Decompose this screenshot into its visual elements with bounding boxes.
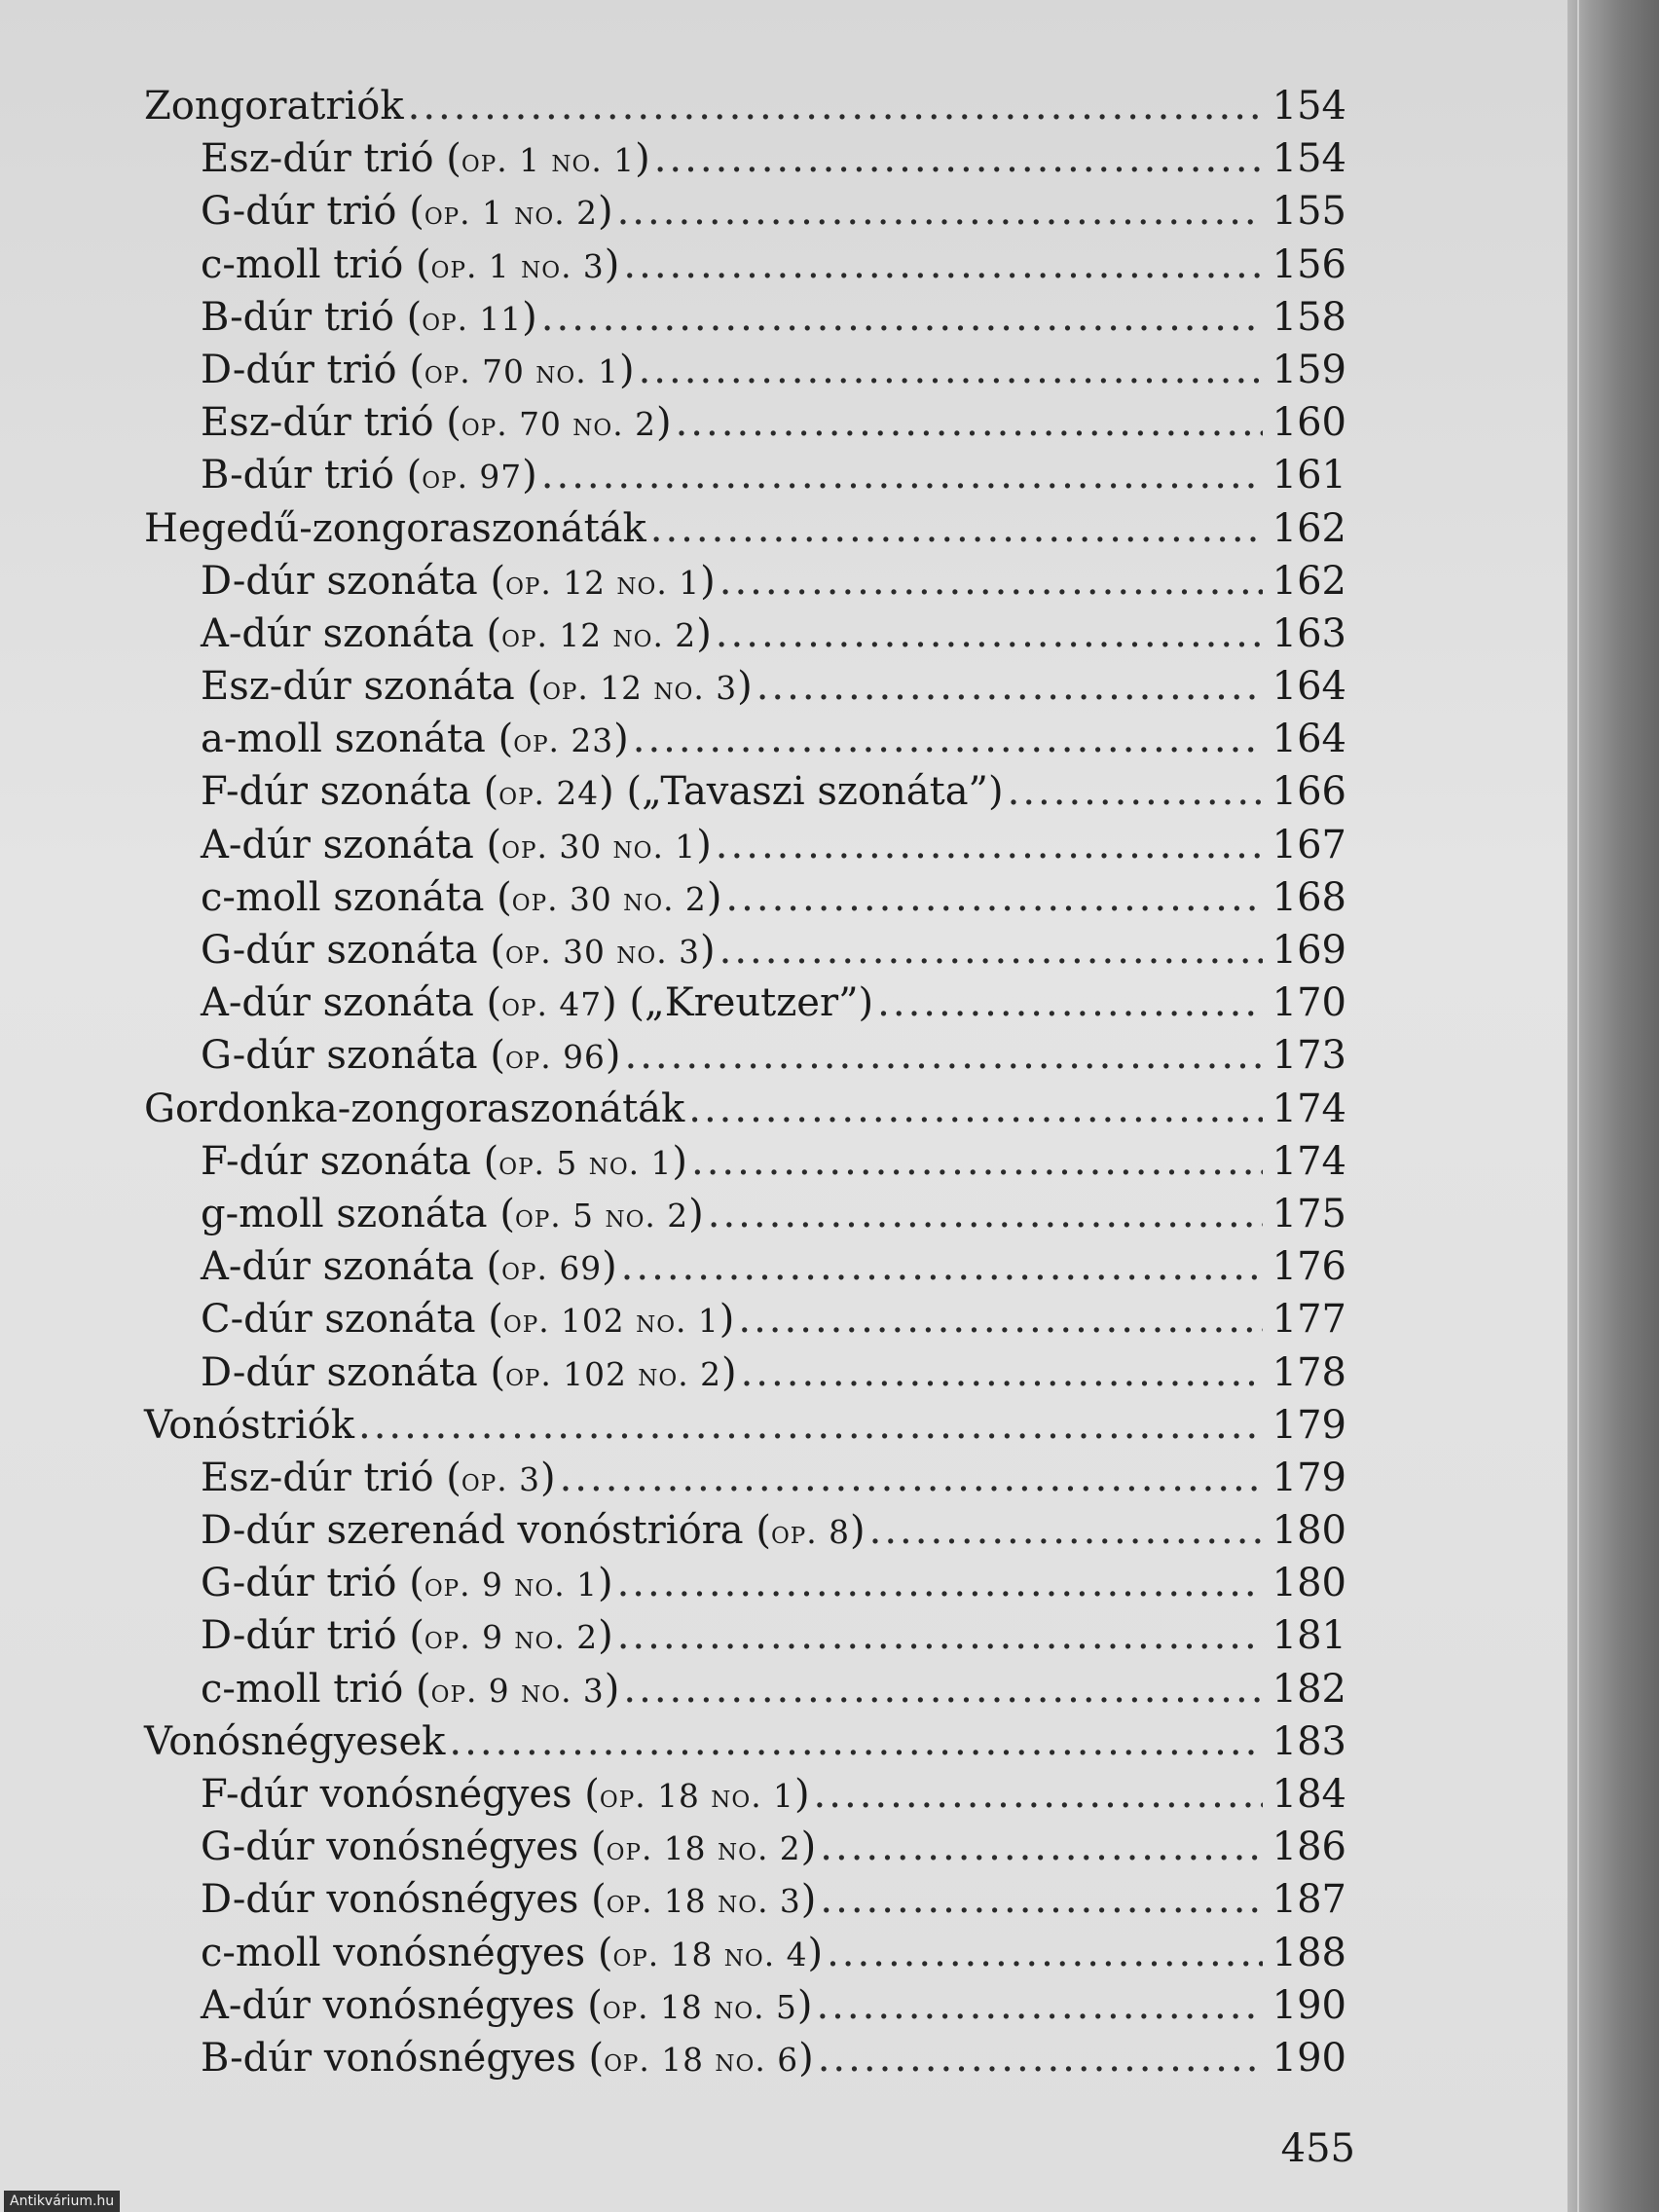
toc-leader-dots [827,1927,1263,1979]
toc-leader-dots [716,608,1263,660]
toc-leader-dots [650,502,1263,555]
toc-title-tail: ) [522,294,537,340]
toc-entry-title [201,2032,814,2086]
toc-entry [144,819,1346,871]
toc-entry [144,132,1346,185]
toc-entry [144,239,1346,291]
toc-title-tail: ) [719,1297,735,1343]
toc-leader-dots [633,713,1263,765]
toc-page-number: 179 [1272,1402,1346,1448]
toc-opus: op. 9 no. 2 [424,1619,599,1657]
toc-entry [144,1029,1346,1082]
toc-opus: op. 9 no. 3 [430,1672,605,1710]
toc-opus: op. 18 no. 3 [606,1883,801,1921]
toc-leader-dots [541,291,1263,344]
toc-section [144,80,1346,132]
toc-opus: op. 69 [501,1250,603,1288]
toc-leader-dots [741,1346,1263,1399]
toc-opus: op. 12 no. 3 [542,670,738,708]
toc-title-tail: ) („Kreutzer”) [602,980,874,1026]
toc-entry [144,977,1346,1029]
table-of-contents [144,80,1346,2084]
toc-entry-title [201,660,753,715]
toc-entry [144,1557,1346,1609]
toc-entry [144,555,1346,608]
toc-opus: op. 30 no. 2 [511,880,707,918]
toc-title-tail: ) [604,241,620,287]
toc-title-tail: ) [800,1825,817,1870]
toc-title-text: Hegedű-zongoraszonáták [144,505,646,551]
toc-title-tail: ) [706,874,722,920]
toc-title-tail: ) [688,1191,704,1236]
toc-title-tail: ) [602,1244,617,1290]
toc-leader-dots [756,660,1263,713]
toc-title-tail: ) [605,1033,621,1079]
toc-title-tail: ) [604,1666,620,1712]
toc-entry [144,449,1346,501]
toc-page-number: 180 [1272,1561,1346,1606]
toc-entry-title [201,291,537,346]
toc-section [144,1399,1346,1452]
toc-page-number: 179 [1272,1455,1346,1500]
toc-title-tail: ) [800,1877,817,1923]
toc-title-text: G-dúr szonáta ( [201,928,505,973]
toc-opus: op. 102 no. 2 [505,1355,721,1393]
toc-leader-dots [869,1504,1263,1557]
toc-title-text: c-moll szonáta ( [201,874,512,920]
toc-leader-dots [541,449,1263,501]
toc-title-tail: ) [655,400,672,446]
toc-entry-title [144,1715,445,1768]
toc-opus: op. 70 no. 2 [461,406,656,444]
toc-entry [144,660,1346,713]
toc-page-number: 164 [1272,717,1346,762]
toc-title-text: c-moll trió ( [201,241,431,287]
toc-page-number: 178 [1272,1349,1346,1395]
toc-entry [144,1979,1346,2032]
toc-page-number: 154 [1272,84,1346,129]
toc-entry-title [201,1609,613,1664]
toc-entry-title [201,555,716,609]
toc-entry-title [201,344,635,398]
toc-opus: op. 3 [461,1460,540,1498]
toc-page-number: 154 [1272,136,1346,182]
toc-leader-dots [688,1083,1263,1135]
toc-title-tail: ) [737,664,753,710]
toc-leader-dots [676,396,1263,449]
toc-title-tail: ) [539,1455,556,1500]
toc-title-text: Esz-dúr szonáta ( [201,664,543,710]
toc-opus: op. 97 [422,459,523,497]
toc-page-number: 181 [1272,1613,1346,1659]
toc-entry-title [201,449,537,503]
toc-title-tail: ) [720,1349,737,1395]
toc-leader-dots [408,80,1263,132]
toc-title-text: Gordonka-zongoraszonáták [144,1086,685,1131]
toc-title-text: F-dúr vonósnégyes ( [201,1772,600,1817]
toc-page-number: 163 [1272,610,1346,656]
toc-section [144,1715,1346,1768]
toc-title-tail: ) [807,1930,824,1975]
toc-entry [144,1663,1346,1715]
toc-page-number: 167 [1272,822,1346,867]
toc-title-text: A-dúr szonáta ( [201,822,502,867]
toc-leader-dots [623,1663,1263,1715]
toc-entry [144,291,1346,344]
toc-entry [144,1873,1346,1926]
toc-page-number: 190 [1272,2035,1346,2081]
toc-leader-dots [691,1135,1263,1188]
toc-title-tail: ) [635,136,650,182]
toc-opus: op. 18 no. 6 [604,2041,799,2079]
toc-page-number: 187 [1272,1877,1346,1923]
toc-title-tail: ) [696,610,712,656]
toc-title-tail: ) [598,1613,613,1659]
toc-section [144,502,1346,555]
toc-title-text: Vonósnégyesek [144,1718,446,1764]
toc-entry [144,344,1346,396]
toc-entry [144,608,1346,660]
toc-title-text: G-dúr vonósnégyes ( [201,1825,607,1870]
toc-entry-title [144,502,646,555]
toc-leader-dots [621,1240,1263,1293]
toc-page-number: 180 [1272,1508,1346,1554]
toc-entry-title [201,1240,617,1295]
toc-title-text: D-dúr szonáta ( [201,558,506,604]
toc-title-tail: ) [796,1982,813,2028]
toc-leader-dots [820,1873,1263,1926]
toc-section [144,1083,1346,1135]
toc-title-tail: ) [618,347,635,392]
toc-title-text: D-dúr trió ( [201,1613,424,1659]
toc-page-number: 156 [1272,241,1346,287]
toc-entry [144,1346,1346,1399]
toc-title-tail: ) („Tavaszi szonáta”) [599,769,1004,815]
toc-entry [144,1504,1346,1557]
toc-entry-title [201,765,1004,820]
toc-entry-title [201,1557,613,1611]
toc-title-text: a-moll szonáta ( [201,717,514,762]
toc-opus: op. 9 no. 1 [424,1567,598,1604]
toc-opus: op. 12 no. 2 [501,616,697,654]
toc-page-number: 169 [1272,928,1346,973]
toc-leader-dots [818,2032,1263,2084]
toc-title-tail: ) [700,928,716,973]
toc-entry-title [144,80,404,132]
toc-entry [144,1293,1346,1346]
toc-page-number: 175 [1272,1191,1346,1236]
toc-leader-dots [617,185,1263,238]
toc-title-text: A-dúr szonáta ( [201,610,502,656]
toc-entry [144,1452,1346,1504]
toc-page-number: 177 [1272,1297,1346,1343]
toc-entry [144,1821,1346,1873]
toc-leader-dots [624,1029,1263,1082]
toc-entry-title [201,1873,816,1928]
toc-title-text: Zongoratriók [144,84,404,129]
book-spine [1567,0,1659,2212]
toc-leader-dots [877,977,1263,1029]
toc-page-number: 158 [1272,294,1346,340]
page-number: 455 [1280,2126,1355,2171]
toc-entry [144,871,1346,924]
toc-entry-title [201,1979,812,2034]
toc-page-number: 182 [1272,1666,1346,1712]
toc-title-text: B-dúr vonósnégyes ( [201,2035,605,2081]
toc-leader-dots [449,1715,1263,1768]
toc-leader-dots [738,1293,1263,1346]
toc-opus: op. 70 no. 1 [424,352,619,390]
toc-opus: op. 18 no. 1 [599,1778,794,1815]
toc-title-text: Vonóstriók [144,1402,354,1448]
toc-title-text: D-dúr vonósnégyes ( [201,1877,607,1923]
toc-entry-title [144,1083,684,1135]
watermark: Antikvárium.hu [4,2191,120,2212]
toc-title-tail: ) [700,558,716,604]
toc-opus: op. 8 [770,1514,850,1552]
toc-opus: op. 18 no. 4 [612,1936,808,1973]
toc-opus: op. 30 no. 3 [504,934,700,971]
toc-leader-dots [358,1399,1263,1452]
toc-entry-title [201,132,650,187]
toc-entry-title [201,871,721,926]
toc-entry-title [201,239,619,293]
toc-leader-dots [617,1609,1263,1662]
toc-entry-title [201,1768,810,1823]
toc-title-tail: ) [696,822,712,867]
toc-page-number: 186 [1272,1825,1346,1870]
toc-title-text: c-moll trió ( [201,1666,431,1712]
toc-title-tail: ) [793,1772,810,1817]
toc-page-number: 190 [1272,1982,1346,2028]
toc-opus: op. 5 no. 2 [514,1197,689,1235]
toc-entry-title [201,1135,687,1190]
toc-entry [144,765,1346,818]
toc-opus: op. 23 [513,722,614,760]
toc-page-number: 184 [1272,1772,1346,1817]
toc-entry-title [201,1927,823,1981]
toc-title-text: A-dúr szonáta ( [201,1244,502,1290]
toc-title-text: F-dúr szonáta ( [201,769,499,815]
toc-title-text: g-moll szonáta ( [201,1191,515,1236]
toc-leader-dots [816,1979,1263,2032]
toc-title-text: D-dúr szonáta ( [201,1349,506,1395]
toc-title-tail: ) [522,453,537,498]
toc-title-text: G-dúr trió ( [201,189,424,235]
toc-entry-title [201,185,613,240]
toc-entry [144,713,1346,765]
toc-leader-dots [814,1768,1263,1821]
toc-leader-dots [623,239,1263,291]
toc-opus: op. 5 no. 1 [498,1144,673,1182]
toc-entry-title [201,1346,737,1401]
toc-entry-title [201,819,712,873]
toc-title-text: D-dúr szerenád vonóstrióra ( [201,1508,771,1554]
toc-title-text: G-dúr trió ( [201,1561,424,1606]
toc-title-text: A-dúr vonósnégyes ( [201,1982,603,2028]
toc-title-text: A-dúr szonáta ( [201,980,502,1026]
toc-title-tail: ) [613,717,629,762]
toc-entry [144,396,1346,449]
toc-leader-dots [725,871,1263,924]
toc-title-text: G-dúr szonáta ( [201,1033,505,1079]
toc-entry [144,1927,1346,1979]
toc-entry-title [201,1029,620,1084]
toc-page-number: 155 [1272,189,1346,235]
toc-entry-title [201,1293,734,1347]
toc-leader-dots [719,924,1263,977]
toc-page-number: 168 [1272,874,1346,920]
toc-title-tail: ) [798,2035,814,2081]
toc-title-tail: ) [672,1138,687,1184]
toc-opus: op. 96 [504,1039,606,1077]
toc-opus: op. 1 no. 2 [424,195,598,233]
toc-opus: op. 18 no. 5 [602,1988,797,2026]
toc-title-text: Esz-dúr trió ( [201,136,461,182]
toc-entry [144,1188,1346,1240]
toc-opus: op. 102 no. 1 [502,1303,719,1341]
toc-page-number: 164 [1272,664,1346,710]
toc-entry [144,924,1346,977]
toc-page-number: 174 [1272,1138,1346,1184]
toc-page-number: 188 [1272,1930,1346,1975]
toc-title-text: B-dúr trió ( [201,453,423,498]
toc-page-number: 162 [1272,505,1346,551]
toc-title-text: D-dúr trió ( [201,347,424,392]
toc-page-number: 162 [1272,558,1346,604]
toc-page-number: 170 [1272,980,1346,1026]
toc-opus: op. 18 no. 2 [606,1830,801,1868]
toc-title-text: C-dúr szonáta ( [201,1297,503,1343]
toc-entry-title [201,1821,816,1875]
toc-leader-dots [560,1452,1263,1504]
toc-title-tail: ) [597,1561,613,1606]
toc-opus: op. 12 no. 1 [505,564,701,602]
toc-leader-dots [716,819,1263,871]
toc-entry [144,1609,1346,1662]
toc-leader-dots [708,1188,1263,1240]
toc-entry [144,1768,1346,1821]
toc-opus: op. 11 [422,300,523,338]
toc-title-text: Esz-dúr trió ( [201,1455,461,1500]
page-edge [1577,0,1579,2212]
toc-opus: op. 1 no. 1 [461,142,636,180]
toc-title-text: F-dúr szonáta ( [201,1138,499,1184]
toc-page-number: 176 [1272,1244,1346,1290]
toc-opus: op. 24 [498,775,600,813]
toc-entry-title [201,1663,619,1717]
toc-entry-title [201,396,672,451]
toc-leader-dots [820,1821,1263,1873]
toc-opus: op. 1 no. 3 [430,247,605,285]
toc-entry-title [201,713,629,767]
toc-opus: op. 30 no. 1 [501,828,697,866]
toc-entry-title [201,924,716,978]
toc-entry-title [201,977,873,1031]
toc-title-tail: ) [597,189,613,235]
toc-title-tail: ) [850,1508,866,1554]
toc-title-text: B-dúr trió ( [201,294,423,340]
toc-title-text: c-moll vonósnégyes ( [201,1930,613,1975]
toc-leader-dots [654,132,1263,185]
toc-page-number: 173 [1272,1033,1346,1079]
toc-entry-title [201,1188,704,1242]
toc-entry [144,1240,1346,1293]
toc-page-number: 159 [1272,347,1346,392]
toc-title-text: Esz-dúr trió ( [201,400,461,446]
toc-leader-dots [719,555,1263,608]
toc-entry-title [201,1452,556,1506]
toc-page-number: 183 [1272,1718,1346,1764]
toc-page-number: 166 [1272,769,1346,815]
toc-leader-dots [1008,765,1263,818]
toc-entry [144,1135,1346,1188]
toc-entry-title [201,608,712,662]
toc-page-number: 161 [1272,453,1346,498]
toc-opus: op. 47 [501,986,603,1024]
toc-entry-title [144,1399,354,1452]
toc-entry [144,185,1346,238]
toc-leader-dots [617,1557,1263,1609]
toc-leader-dots [639,344,1263,396]
toc-entry [144,2032,1346,2084]
toc-page-number: 160 [1272,400,1346,446]
toc-page-number: 174 [1272,1086,1346,1131]
toc-entry-title [201,1504,866,1559]
